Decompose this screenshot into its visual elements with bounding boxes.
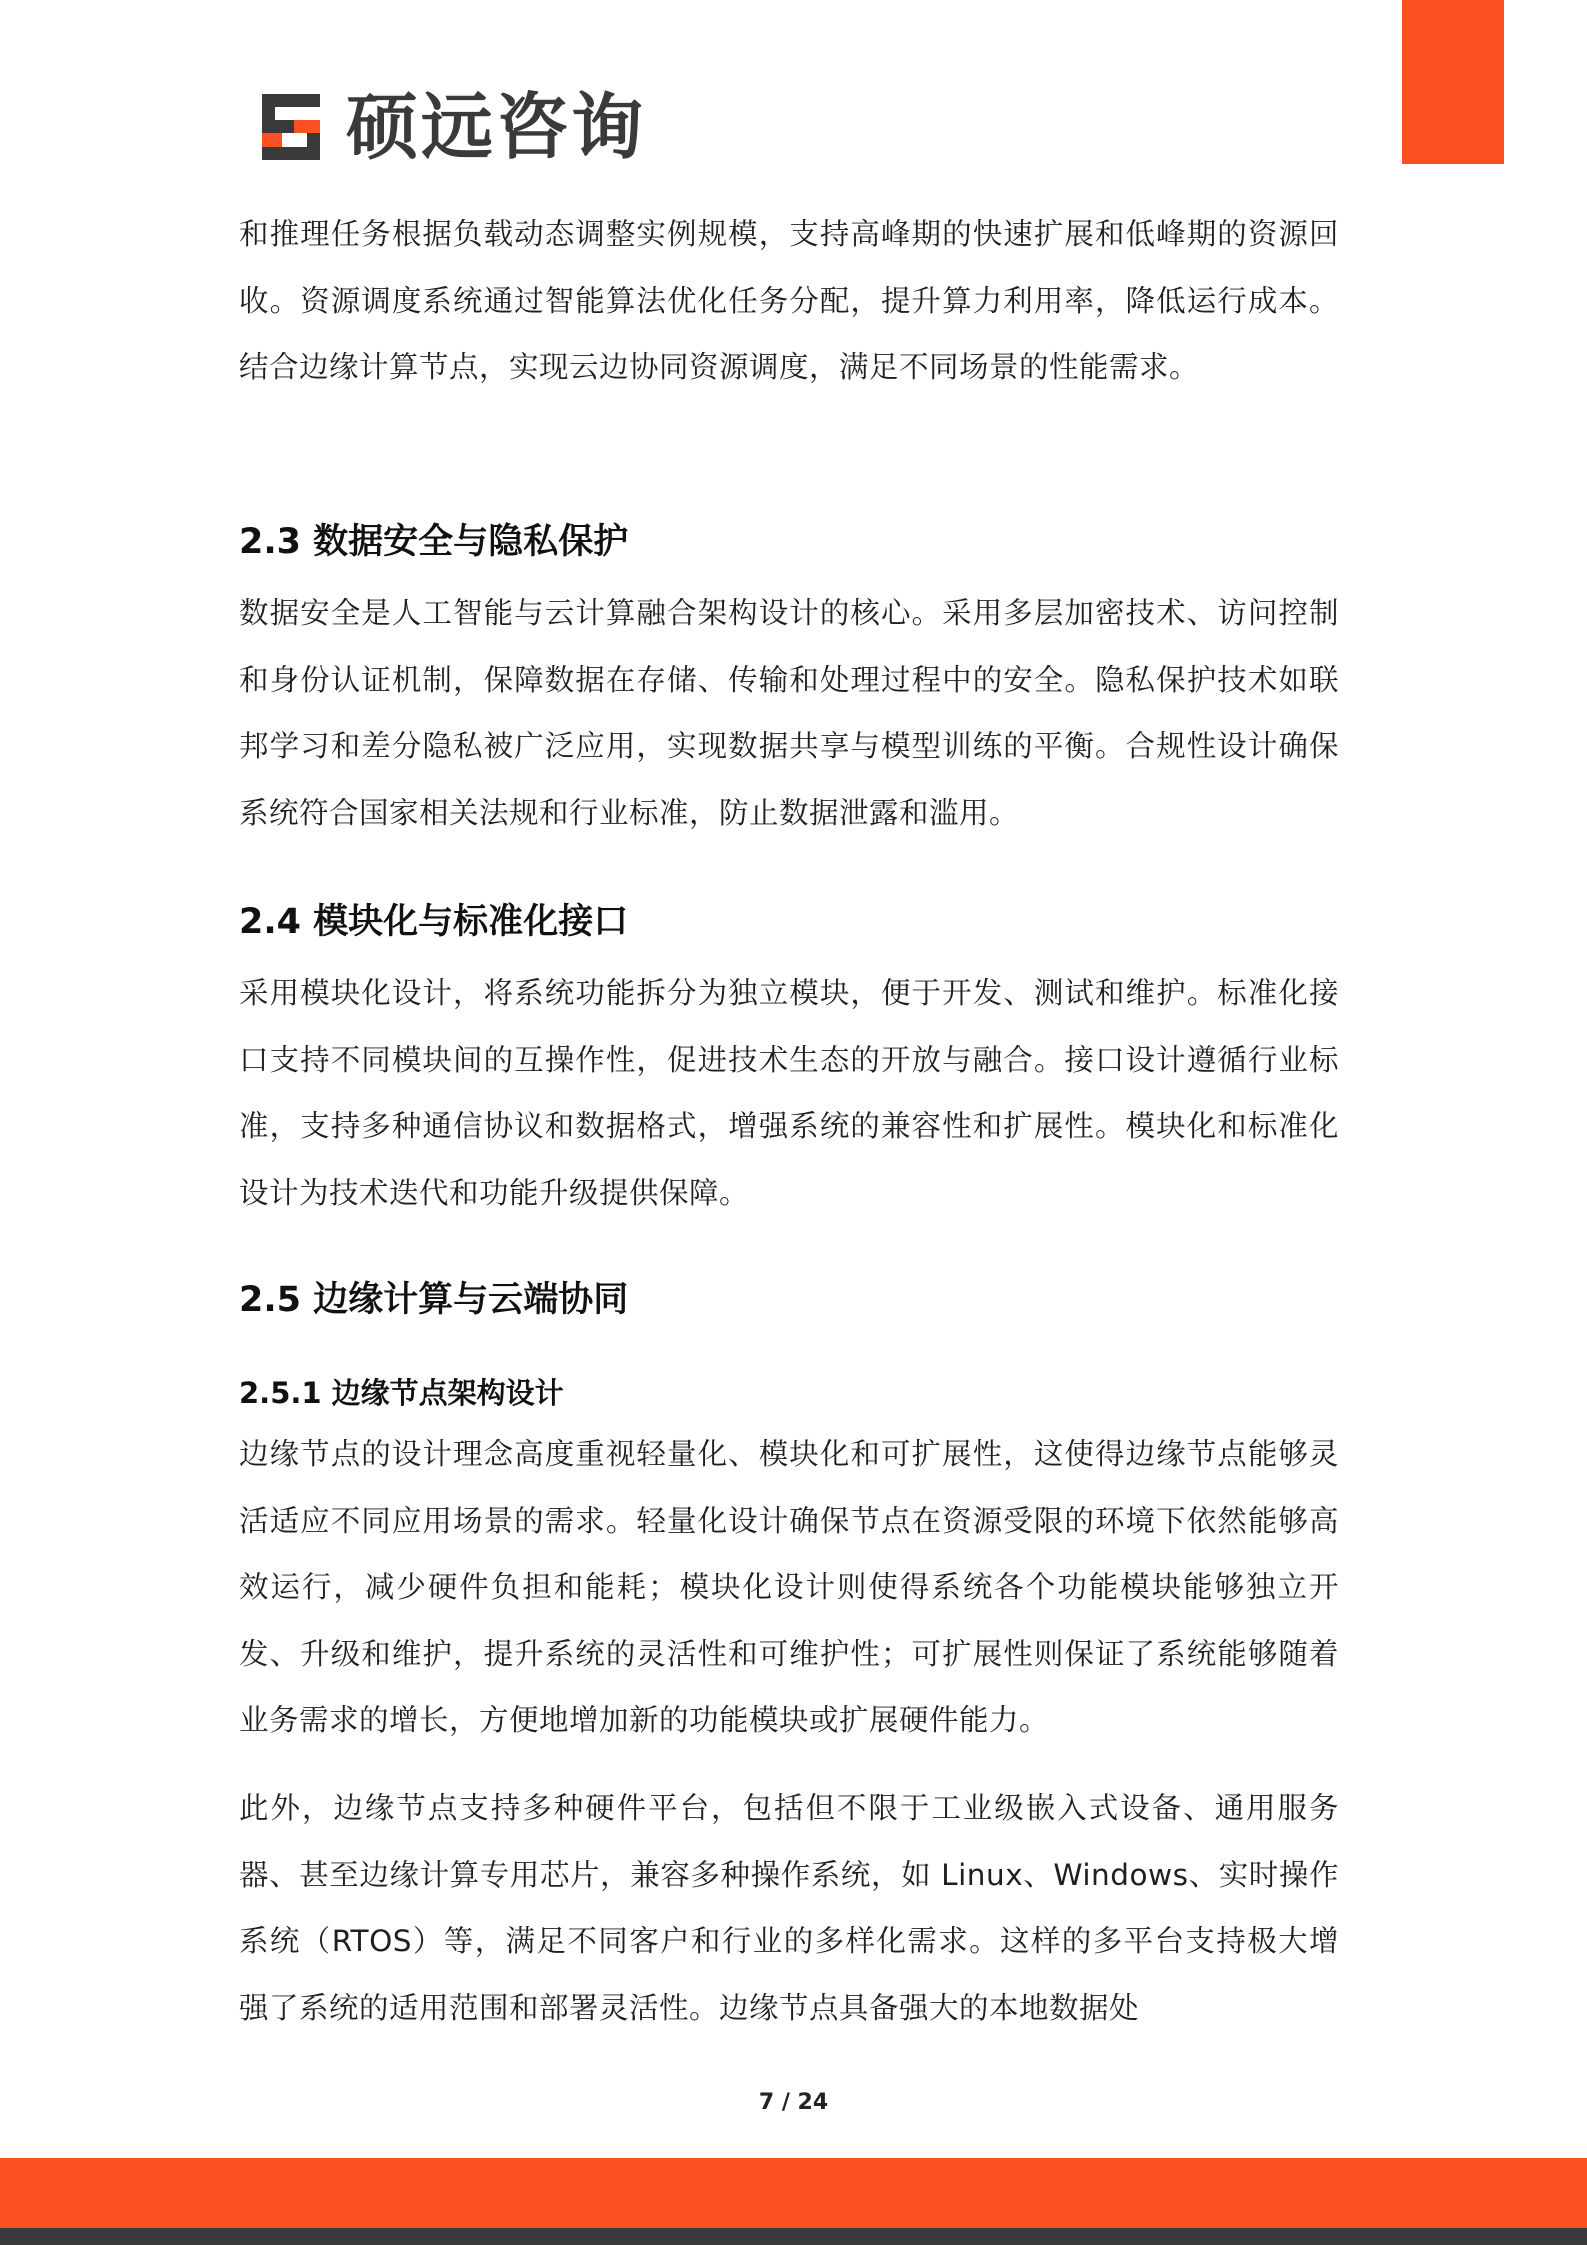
logo-icon (258, 90, 332, 164)
section-2-3-paragraph: 数据安全是人工智能与云计算融合架构设计的核心。采用多层加密技术、访问控制和身份认证机制，保障数据在存储、传输和处理过程中的安全。隐私保护技术如联邦学习和差分隐私被广泛应用，实现数据共享与模型训练的平衡。合规性设计确保系统符合国家相关法规和行业标准，防止数据泄露和滥用。 (239, 596, 1339, 830)
section-heading-2-4: 2.4 模块化与标准化接口 (239, 902, 629, 942)
footer-accent-bar (0, 2158, 1587, 2228)
intro-paragraph: 和推理任务根据负载动态调整实例规模，支持高峰期的快速扩展和低峰期的资源回收。资源调度系统通过智能算法优化任务分配，提升算力利用率，降低运行成本。结合边缘计算节点，实现云边协同资源调度，满足不同场景的性能需求。 (239, 217, 1339, 384)
subsection-heading-2-5-1: 2.5.1 边缘节点架构设计 (239, 1376, 564, 1410)
section-heading-2-3: 2.3 数据安全与隐私保护 (239, 522, 629, 562)
section-2-5-1-paragraph-2: 此外，边缘节点支持多种硬件平台，包括但不限于工业级嵌入式设备、通用服务器、甚至边缘计算专用芯片，兼容多种操作系统，如 Linux、Windows、实时操作系统（RTOS）等，满足不同客户和行业的多样化需求。这样的多平台支持极大增强了系统的适用范围和部署灵活性。边缘节点具备强大的本地数据处 (239, 1791, 1339, 2025)
brand-logo (258, 86, 646, 168)
section-2-4-paragraph: 采用模块化设计，将系统功能拆分为独立模块，便于开发、测试和维护。标准化接口支持不同模块间的互操作性，促进技术生态的开放与融合。接口设计遵循行业标准，支持多种通信协议和数据格式，增强系统的兼容性和扩展性。模块化和标准化设计为技术迭代和功能升级提供保障。 (239, 976, 1339, 1210)
section-heading-2-5: 2.5 边缘计算与云端协同 (239, 1280, 629, 1320)
footer-dark-line (0, 2228, 1587, 2245)
brand-name: 硕远咨询 (346, 85, 647, 169)
corner-accent-tab (1402, 0, 1504, 164)
section-2-5-1-paragraph-1: 边缘节点的设计理念高度重视轻量化、模块化和可扩展性，这使得边缘节点能够灵活适应不同应用场景的需求。轻量化设计确保节点在资源受限的环境下依然能够高效运行，减少硬件负担和能耗；模块化设计则使得系统各个功能模块能够独立开发、升级和维护，提升系统的灵活性和可维护性；可扩展性则保证了系统能够随着业务需求的增长，方便地增加新的功能模块或扩展硬件能力。 (239, 1437, 1339, 1737)
page-number: 7 / 24 (758, 2090, 829, 2115)
